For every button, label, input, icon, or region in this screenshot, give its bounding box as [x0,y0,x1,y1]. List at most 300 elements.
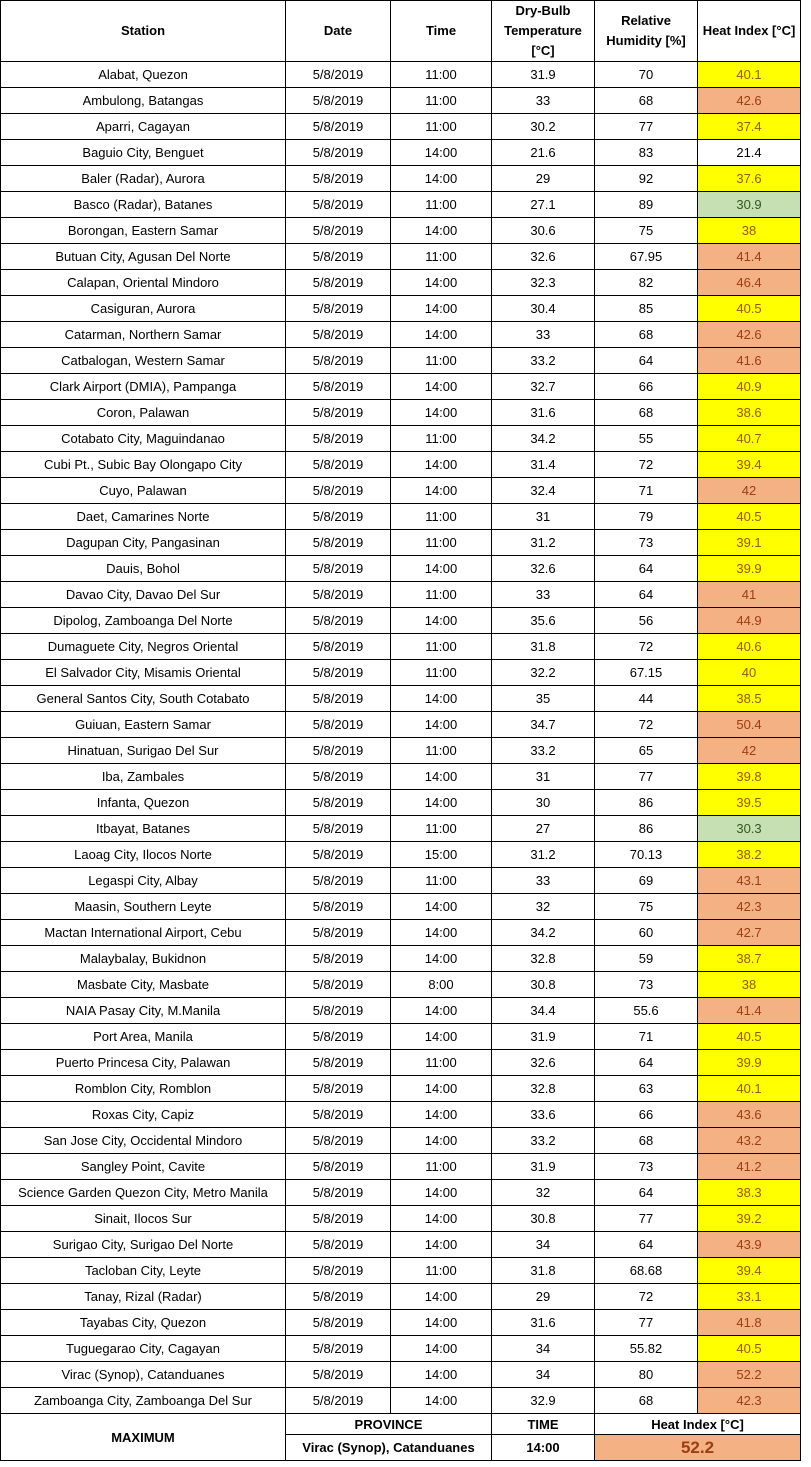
cell-date: 5/8/2019 [286,114,391,140]
cell-date: 5/8/2019 [286,738,391,764]
cell-station: El Salvador City, Misamis Oriental [1,660,286,686]
cell-relative-humidity: 73 [595,972,698,998]
cell-date: 5/8/2019 [286,894,391,920]
cell-time: 14:00 [391,1206,492,1232]
cell-dry-bulb-temperature: 34 [492,1362,595,1388]
table-row [1,452,801,478]
table-row [1,556,801,582]
cell-station: Davao City, Davao Del Sur [1,582,286,608]
cell-time: 14:00 [391,920,492,946]
cell-time: 14:00 [391,218,492,244]
header-time: Time [391,1,492,62]
table-row [1,816,801,842]
cell-heat-index: 52.2 [698,1362,801,1388]
cell-dry-bulb-temperature: 31.8 [492,634,595,660]
cell-dry-bulb-temperature: 31.2 [492,842,595,868]
table-row [1,764,801,790]
summary-province-header: PROVINCE [286,1414,492,1435]
cell-date: 5/8/2019 [286,426,391,452]
cell-station: Mactan International Airport, Cebu [1,920,286,946]
table-row [1,712,801,738]
cell-station: Alabat, Quezon [1,62,286,88]
cell-relative-humidity: 60 [595,920,698,946]
cell-time: 11:00 [391,660,492,686]
cell-relative-humidity: 70.13 [595,842,698,868]
cell-relative-humidity: 68 [595,400,698,426]
cell-time: 14:00 [391,712,492,738]
cell-dry-bulb-temperature: 32 [492,1180,595,1206]
cell-station: Virac (Synop), Catanduanes [1,1362,286,1388]
table-row [1,1050,801,1076]
cell-dry-bulb-temperature: 32 [492,894,595,920]
cell-heat-index: 41.6 [698,348,801,374]
table-row [1,1128,801,1154]
table-row [1,400,801,426]
table-row [1,842,801,868]
cell-heat-index: 39.1 [698,530,801,556]
summary-heat-index-value: 52.2 [595,1435,801,1461]
cell-date: 5/8/2019 [286,712,391,738]
cell-dry-bulb-temperature: 30.6 [492,218,595,244]
cell-relative-humidity: 80 [595,1362,698,1388]
summary-header-row [1,1414,801,1435]
cell-heat-index: 37.4 [698,114,801,140]
cell-dry-bulb-temperature: 33.2 [492,348,595,374]
cell-station: Tuguegarao City, Cagayan [1,1336,286,1362]
cell-heat-index: 40.5 [698,296,801,322]
cell-station: Masbate City, Masbate [1,972,286,998]
cell-date: 5/8/2019 [286,1024,391,1050]
cell-dry-bulb-temperature: 31.4 [492,452,595,478]
cell-time: 11:00 [391,582,492,608]
cell-station: Borongan, Eastern Samar [1,218,286,244]
header-row [1,1,801,62]
table-row [1,582,801,608]
table-row [1,686,801,712]
cell-dry-bulb-temperature: 33 [492,868,595,894]
cell-station: General Santos City, South Cotabato [1,686,286,712]
cell-heat-index: 40.5 [698,504,801,530]
cell-station: Guiuan, Eastern Samar [1,712,286,738]
cell-date: 5/8/2019 [286,1232,391,1258]
cell-relative-humidity: 89 [595,192,698,218]
cell-date: 5/8/2019 [286,972,391,998]
cell-date: 5/8/2019 [286,244,391,270]
cell-heat-index: 38.6 [698,400,801,426]
cell-station: Catarman, Northern Samar [1,322,286,348]
cell-relative-humidity: 56 [595,608,698,634]
cell-date: 5/8/2019 [286,998,391,1024]
cell-station: Baguio City, Benguet [1,140,286,166]
cell-date: 5/8/2019 [286,868,391,894]
cell-time: 14:00 [391,452,492,478]
cell-time: 14:00 [391,556,492,582]
cell-date: 5/8/2019 [286,920,391,946]
cell-time: 11:00 [391,244,492,270]
cell-dry-bulb-temperature: 21.6 [492,140,595,166]
cell-time: 11:00 [391,348,492,374]
cell-date: 5/8/2019 [286,1258,391,1284]
cell-dry-bulb-temperature: 31.6 [492,400,595,426]
cell-heat-index: 42.6 [698,88,801,114]
table-row [1,1284,801,1310]
cell-date: 5/8/2019 [286,1128,391,1154]
cell-dry-bulb-temperature: 32.6 [492,1050,595,1076]
cell-heat-index: 42.6 [698,322,801,348]
cell-date: 5/8/2019 [286,1076,391,1102]
cell-relative-humidity: 68 [595,88,698,114]
cell-time: 14:00 [391,998,492,1024]
cell-station: Sangley Point, Cavite [1,1154,286,1180]
cell-date: 5/8/2019 [286,62,391,88]
cell-relative-humidity: 55.82 [595,1336,698,1362]
cell-heat-index: 40.9 [698,374,801,400]
cell-relative-humidity: 68.68 [595,1258,698,1284]
cell-relative-humidity: 64 [595,582,698,608]
cell-time: 14:00 [391,400,492,426]
table-row [1,1180,801,1206]
cell-relative-humidity: 68 [595,322,698,348]
cell-relative-humidity: 63 [595,1076,698,1102]
cell-date: 5/8/2019 [286,348,391,374]
cell-station: Roxas City, Capiz [1,1102,286,1128]
cell-dry-bulb-temperature: 33.2 [492,738,595,764]
cell-station: Dumaguete City, Negros Oriental [1,634,286,660]
cell-heat-index: 21.4 [698,140,801,166]
cell-heat-index: 40.1 [698,1076,801,1102]
cell-heat-index: 39.9 [698,556,801,582]
table-row [1,946,801,972]
cell-dry-bulb-temperature: 30 [492,790,595,816]
cell-time: 11:00 [391,530,492,556]
cell-station: Sinait, Ilocos Sur [1,1206,286,1232]
cell-date: 5/8/2019 [286,192,391,218]
table-row [1,894,801,920]
cell-dry-bulb-temperature: 33 [492,88,595,114]
cell-heat-index: 39.2 [698,1206,801,1232]
cell-relative-humidity: 92 [595,166,698,192]
table-row [1,1310,801,1336]
table-row [1,504,801,530]
cell-time: 14:00 [391,764,492,790]
cell-dry-bulb-temperature: 34.7 [492,712,595,738]
cell-relative-humidity: 72 [595,712,698,738]
cell-station: Legaspi City, Albay [1,868,286,894]
cell-heat-index: 42.7 [698,920,801,946]
header-heat-index: Heat Index [°C] [698,1,801,62]
cell-dry-bulb-temperature: 31.9 [492,62,595,88]
table-row [1,140,801,166]
table-row [1,270,801,296]
cell-time: 11:00 [391,114,492,140]
cell-time: 11:00 [391,192,492,218]
cell-date: 5/8/2019 [286,1206,391,1232]
table-row [1,1024,801,1050]
cell-relative-humidity: 68 [595,1128,698,1154]
cell-station: Puerto Princesa City, Palawan [1,1050,286,1076]
table-row [1,868,801,894]
cell-date: 5/8/2019 [286,842,391,868]
table-row [1,738,801,764]
table-row [1,1336,801,1362]
cell-time: 14:00 [391,478,492,504]
cell-relative-humidity: 85 [595,296,698,322]
cell-date: 5/8/2019 [286,1310,391,1336]
cell-dry-bulb-temperature: 32.7 [492,374,595,400]
cell-station: San Jose City, Occidental Mindoro [1,1128,286,1154]
summary-time-header: TIME [492,1414,595,1435]
summary-time: 14:00 [492,1435,595,1461]
cell-time: 14:00 [391,608,492,634]
cell-heat-index: 40.7 [698,426,801,452]
cell-dry-bulb-temperature: 32.3 [492,270,595,296]
cell-heat-index: 38.5 [698,686,801,712]
cell-station: Cubi Pt., Subic Bay Olongapo City [1,452,286,478]
cell-station: Hinatuan, Surigao Del Sur [1,738,286,764]
cell-relative-humidity: 73 [595,530,698,556]
cell-relative-humidity: 55 [595,426,698,452]
summary-heat-index-header: Heat Index [°C] [595,1414,801,1435]
cell-heat-index: 41.4 [698,998,801,1024]
cell-dry-bulb-temperature: 31.6 [492,1310,595,1336]
cell-date: 5/8/2019 [286,530,391,556]
cell-dry-bulb-temperature: 32.2 [492,660,595,686]
cell-dry-bulb-temperature: 35.6 [492,608,595,634]
cell-dry-bulb-temperature: 34.2 [492,426,595,452]
cell-time: 14:00 [391,1180,492,1206]
cell-heat-index: 41.8 [698,1310,801,1336]
cell-time: 14:00 [391,686,492,712]
cell-time: 14:00 [391,894,492,920]
cell-date: 5/8/2019 [286,1154,391,1180]
cell-heat-index: 42 [698,738,801,764]
header-date: Date [286,1,391,62]
cell-station: Dipolog, Zamboanga Del Norte [1,608,286,634]
cell-time: 11:00 [391,868,492,894]
cell-dry-bulb-temperature: 30.8 [492,972,595,998]
cell-dry-bulb-temperature: 32.6 [492,244,595,270]
cell-heat-index: 38.3 [698,1180,801,1206]
cell-relative-humidity: 77 [595,764,698,790]
cell-relative-humidity: 77 [595,114,698,140]
cell-heat-index: 38 [698,972,801,998]
cell-relative-humidity: 55.6 [595,998,698,1024]
cell-station: Dagupan City, Pangasinan [1,530,286,556]
summary-province: Virac (Synop), Catanduanes [286,1435,492,1461]
cell-relative-humidity: 59 [595,946,698,972]
cell-time: 14:00 [391,1310,492,1336]
cell-time: 14:00 [391,166,492,192]
cell-date: 5/8/2019 [286,400,391,426]
cell-time: 11:00 [391,738,492,764]
cell-dry-bulb-temperature: 31.2 [492,530,595,556]
table-row [1,1388,801,1414]
table-row [1,608,801,634]
cell-relative-humidity: 70 [595,62,698,88]
cell-heat-index: 40.1 [698,62,801,88]
table-row [1,998,801,1024]
cell-heat-index: 41.4 [698,244,801,270]
table-row [1,790,801,816]
table-row [1,114,801,140]
table-row [1,192,801,218]
cell-time: 11:00 [391,1154,492,1180]
cell-heat-index: 43.6 [698,1102,801,1128]
cell-station: Baler (Radar), Aurora [1,166,286,192]
cell-date: 5/8/2019 [286,660,391,686]
cell-heat-index: 39.4 [698,1258,801,1284]
cell-time: 11:00 [391,816,492,842]
cell-time: 14:00 [391,270,492,296]
cell-heat-index: 39.8 [698,764,801,790]
table-row [1,88,801,114]
cell-dry-bulb-temperature: 32.8 [492,946,595,972]
table-row [1,634,801,660]
cell-dry-bulb-temperature: 34 [492,1232,595,1258]
table-row [1,972,801,998]
cell-date: 5/8/2019 [286,946,391,972]
table-row [1,1076,801,1102]
cell-date: 5/8/2019 [286,686,391,712]
table-row [1,166,801,192]
cell-relative-humidity: 64 [595,1180,698,1206]
cell-station: Butuan City, Agusan Del Norte [1,244,286,270]
cell-dry-bulb-temperature: 31.9 [492,1024,595,1050]
table-row [1,322,801,348]
cell-dry-bulb-temperature: 30.4 [492,296,595,322]
cell-station: Basco (Radar), Batanes [1,192,286,218]
cell-date: 5/8/2019 [286,556,391,582]
cell-station: Infanta, Quezon [1,790,286,816]
cell-heat-index: 40.5 [698,1024,801,1050]
cell-dry-bulb-temperature: 29 [492,166,595,192]
cell-relative-humidity: 66 [595,374,698,400]
cell-dry-bulb-temperature: 30.8 [492,1206,595,1232]
cell-relative-humidity: 82 [595,270,698,296]
table-row [1,348,801,374]
cell-relative-humidity: 83 [595,140,698,166]
cell-heat-index: 33.1 [698,1284,801,1310]
table-row [1,1232,801,1258]
cell-dry-bulb-temperature: 31.8 [492,1258,595,1284]
cell-dry-bulb-temperature: 32.8 [492,1076,595,1102]
cell-relative-humidity: 65 [595,738,698,764]
cell-heat-index: 37.6 [698,166,801,192]
cell-time: 14:00 [391,1336,492,1362]
cell-relative-humidity: 67.15 [595,660,698,686]
cell-time: 14:00 [391,790,492,816]
cell-dry-bulb-temperature: 31 [492,764,595,790]
cell-time: 11:00 [391,62,492,88]
cell-heat-index: 46.4 [698,270,801,296]
cell-date: 5/8/2019 [286,790,391,816]
cell-time: 8:00 [391,972,492,998]
cell-time: 11:00 [391,426,492,452]
cell-station: Port Area, Manila [1,1024,286,1050]
cell-heat-index: 41.2 [698,1154,801,1180]
cell-station: Itbayat, Batanes [1,816,286,842]
cell-station: Laoag City, Ilocos Norte [1,842,286,868]
cell-time: 15:00 [391,842,492,868]
table-row [1,478,801,504]
cell-relative-humidity: 68 [595,1388,698,1414]
cell-station: Malaybalay, Bukidnon [1,946,286,972]
table-row [1,660,801,686]
cell-relative-humidity: 72 [595,452,698,478]
cell-date: 5/8/2019 [286,322,391,348]
header-dry-bulb-temperature: Dry-Bulb Temperature [°C] [492,1,595,62]
cell-heat-index: 43.2 [698,1128,801,1154]
cell-time: 14:00 [391,1362,492,1388]
cell-date: 5/8/2019 [286,374,391,400]
cell-heat-index: 39.9 [698,1050,801,1076]
table-row [1,1102,801,1128]
cell-date: 5/8/2019 [286,1388,391,1414]
table-row [1,1258,801,1284]
cell-heat-index: 39.4 [698,452,801,478]
cell-relative-humidity: 75 [595,218,698,244]
cell-heat-index: 38.7 [698,946,801,972]
cell-date: 5/8/2019 [286,296,391,322]
cell-date: 5/8/2019 [286,504,391,530]
cell-dry-bulb-temperature: 27.1 [492,192,595,218]
cell-time: 14:00 [391,1076,492,1102]
cell-dry-bulb-temperature: 33 [492,582,595,608]
table-row [1,62,801,88]
cell-station: Clark Airport (DMIA), Pampanga [1,374,286,400]
cell-station: Coron, Palawan [1,400,286,426]
cell-station: Casiguran, Aurora [1,296,286,322]
cell-station: Dauis, Bohol [1,556,286,582]
cell-date: 5/8/2019 [286,88,391,114]
cell-relative-humidity: 64 [595,348,698,374]
cell-time: 11:00 [391,1258,492,1284]
cell-relative-humidity: 72 [595,634,698,660]
cell-station: Catbalogan, Western Samar [1,348,286,374]
cell-relative-humidity: 44 [595,686,698,712]
cell-heat-index: 42.3 [698,1388,801,1414]
table-row [1,374,801,400]
cell-station: Romblon City, Romblon [1,1076,286,1102]
cell-time: 14:00 [391,1388,492,1414]
table-row [1,1154,801,1180]
cell-heat-index: 44.9 [698,608,801,634]
cell-relative-humidity: 71 [595,1024,698,1050]
cell-dry-bulb-temperature: 33.6 [492,1102,595,1128]
cell-station: Maasin, Southern Leyte [1,894,286,920]
cell-time: 14:00 [391,1128,492,1154]
cell-relative-humidity: 71 [595,478,698,504]
cell-time: 11:00 [391,88,492,114]
cell-time: 14:00 [391,1024,492,1050]
cell-time: 14:00 [391,1102,492,1128]
cell-dry-bulb-temperature: 34.4 [492,998,595,1024]
summary-footer [1,1414,801,1461]
cell-time: 14:00 [391,1284,492,1310]
cell-relative-humidity: 72 [595,1284,698,1310]
cell-time: 14:00 [391,296,492,322]
cell-heat-index: 50.4 [698,712,801,738]
cell-heat-index: 41 [698,582,801,608]
table-row [1,1362,801,1388]
header-station: Station [1,1,286,62]
cell-relative-humidity: 75 [595,894,698,920]
cell-relative-humidity: 77 [595,1206,698,1232]
cell-date: 5/8/2019 [286,452,391,478]
header-relative-humidity: Relative Humidity [%] [595,1,698,62]
cell-relative-humidity: 77 [595,1310,698,1336]
cell-date: 5/8/2019 [286,478,391,504]
